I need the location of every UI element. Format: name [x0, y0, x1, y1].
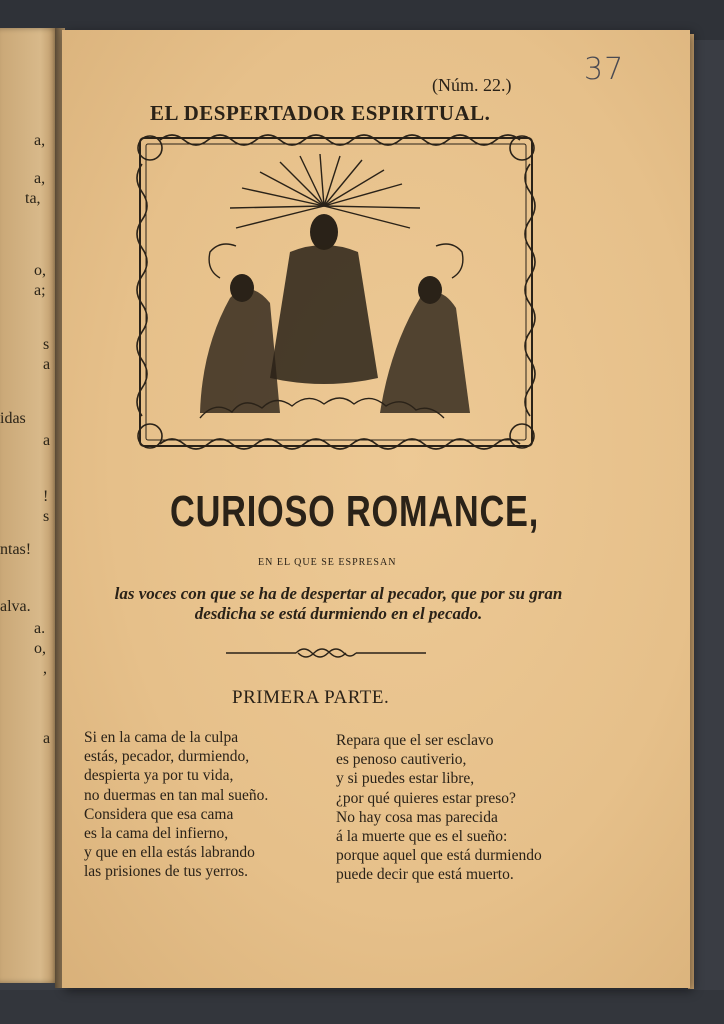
background-bottom [0, 990, 724, 1024]
christ-in-glory-engraving [130, 128, 542, 464]
verse-column-right [336, 731, 542, 885]
left-page-fragment: o, [34, 262, 46, 279]
left-page-fragment: ntas! [0, 541, 32, 558]
verse-line: á la muerte que es el sueño: [336, 828, 508, 846]
verse-line: No hay cosa mas parecida [336, 808, 498, 826]
verse-line: estás, pecador, durmiendo, [84, 748, 250, 766]
left-page [0, 28, 58, 983]
verse-line: Repara que el ser esclavo [336, 732, 494, 749]
left-page-fragment: a [43, 432, 51, 449]
verse-line: puede decir que está muerto. [336, 866, 514, 884]
lead-text: las voces con que se ha de despertar al pecador, que por su gran desdicha se está durmiendo en el pecado. [114, 584, 563, 623]
verse-line: Considera que esa cama [84, 805, 234, 823]
left-page-fragment: ! [43, 488, 49, 505]
left-page-fragment: idas [0, 410, 26, 427]
masthead: EL DESPERTADOR ESPIRITUAL. [150, 101, 491, 125]
left-page-fragment: ta, [25, 190, 41, 207]
verse-line: y si puedes estar libre, [336, 770, 475, 788]
left-page-fragment: a [43, 356, 51, 373]
verse-line: ¿por qué quieres estar preso? [336, 789, 516, 807]
left-page-fragment: s [43, 336, 50, 353]
left-page-fragment: a [43, 730, 51, 747]
left-page-fragment: s [43, 508, 50, 525]
verse-line: y que en ella estás labrando [84, 844, 255, 862]
part-heading: PRIMERA PARTE. [232, 687, 390, 708]
left-page-fragment: alva. [0, 598, 31, 615]
left-page-fragment: a, [34, 132, 46, 149]
left-page-fragment: , [43, 660, 47, 677]
verse-line: es penoso cautiverio, [336, 751, 467, 769]
verse-line: porque aquel que está durmiendo [336, 847, 542, 865]
verse-line: Si en la cama de la culpa [84, 729, 239, 746]
verse-column-left [84, 728, 268, 882]
verse-line: es la cama del infierno, [84, 825, 229, 843]
verse-line: las prisiones de tus yerros. [84, 863, 249, 881]
issue-number: (Núm. 22.) [432, 75, 512, 95]
verse-line: despierta ya por tu vida, [84, 767, 234, 785]
handwritten-folio: 37 [584, 52, 625, 87]
left-page-fragment: a. [34, 620, 46, 637]
subtitle: EN EL QUE SE ESPRESAN [258, 557, 397, 568]
left-page-fragment: o, [34, 640, 46, 657]
title: CURIOSO ROMANCE, [170, 487, 540, 536]
left-page-fragment: a; [34, 282, 46, 299]
left-page-fragment: a, [34, 170, 46, 187]
ornament-divider [226, 645, 426, 661]
verse-line: no duermas en tan mal sueño. [84, 786, 269, 804]
